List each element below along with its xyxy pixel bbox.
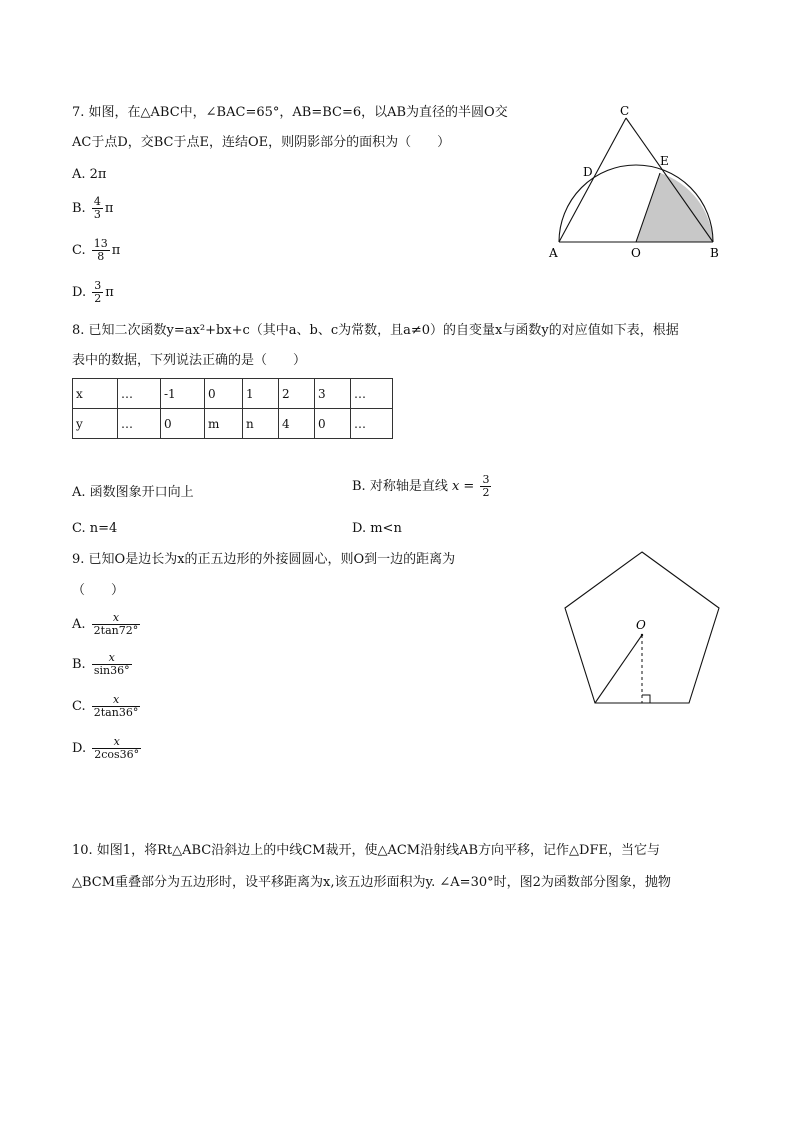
table-cell: 4 (279, 409, 315, 439)
q9-option-a-fraction: $\frac{x}{2\tan 72^\circ}$ (93, 611, 139, 637)
table-cell: … (118, 379, 161, 409)
q8-option-b: B. 对称轴是直线 x = $\frac{3}{2}$ (352, 473, 490, 499)
table-cell: … (351, 409, 393, 439)
segment-o-vertex (595, 635, 642, 703)
q8-option-d: D. m<n (352, 521, 402, 536)
table-row (73, 409, 393, 439)
q9-option-d-fraction: $\frac{x}{2\cos 36^\circ}$ (94, 735, 140, 761)
q9-pentagon-figure (556, 545, 726, 713)
table-cell: 2 (279, 379, 315, 409)
q9-option-b: B. $\frac{x}{\sin 36^\circ}$ (72, 651, 130, 677)
q9-stem-line2: （ ） (72, 583, 125, 598)
q7-option-c-fraction: $\frac{13}{8}$ (93, 237, 108, 263)
table-cell: -1 (161, 379, 205, 409)
right-angle-mark (642, 695, 650, 703)
table-cell: 0 (315, 409, 351, 439)
table-row (73, 379, 393, 409)
q7-option-c: C. $\frac{13}{8}$ π (72, 237, 121, 263)
q9-option-c: C. $\frac{x}{2\tan 36^\circ}$ (72, 693, 139, 719)
q7-stem-line2: AC于点D，交BC于点E，连结OE，则阴影部分的面积为（ ） (72, 135, 451, 150)
q8-option-a: A. 函数图象开口向上 (72, 485, 194, 500)
table-cell: 1 (243, 379, 279, 409)
q8-option-c: C. n=4 (72, 521, 118, 536)
center-point (641, 634, 643, 636)
label-e: E (660, 154, 669, 168)
side-ac (559, 118, 626, 242)
table-cell: 0 (205, 379, 243, 409)
table-cell: 3 (315, 379, 351, 409)
label-d: D (583, 165, 593, 179)
q7-semicircle-figure (540, 98, 730, 266)
label-a: A (549, 246, 558, 260)
q8-option-b-fraction: $\frac{3}{2}$ (482, 473, 490, 499)
q10-stem-line1: 10. 如图1，将Rt△ABC沿斜边上的中线CM裁开，使△ACM沿射线AB方向平移，记作△DFE，当它与 (72, 843, 660, 858)
table-cell: y (73, 409, 118, 439)
q7-stem-line1: 7. 如图，在△ABC中，∠BAC=65°，AB=BC=6，以AB为直径的半圆O交 (72, 105, 508, 120)
table-cell: n (243, 409, 279, 439)
q9-option-c-fraction: $\frac{x}{2\tan 36^\circ}$ (93, 693, 139, 719)
q10-stem-line2: △BCM重叠部分为五边形时，设平移距离为x,该五边形面积为y. ∠A=30°时，图2为函数部分图象，抛物 (72, 875, 671, 890)
q8-value-table (72, 378, 393, 439)
q8-stem-line1: 8. 已知二次函数y=ax²+bx+c（其中a、b、c为常数，且a≠0）的自变量x与函数y的对应值如下表，根据 (72, 323, 679, 338)
table-cell: 0 (161, 409, 205, 439)
q7-option-b: B. $\frac{4}{3}$ π (72, 195, 114, 221)
q9-option-b-fraction: $\frac{x}{\sin 36^\circ}$ (93, 651, 130, 677)
table-cell: m (205, 409, 243, 439)
q7-option-a: A. 2π (72, 167, 107, 182)
label-o: O (631, 246, 641, 260)
q9-option-d: D. $\frac{x}{2\cos 36^\circ}$ (72, 735, 140, 761)
table-cell: … (351, 379, 393, 409)
q9-stem-line1: 9. 已知O是边长为x的正五边形的外接圆圆心，则O到一边的距离为 (72, 552, 456, 567)
q7-option-d-fraction: $\frac{3}{2}$ (94, 279, 102, 305)
table-cell: x (73, 379, 118, 409)
q7-option-b-fraction: $\frac{4}{3}$ (93, 195, 101, 221)
table-cell: … (118, 409, 161, 439)
q7-option-d: D. $\frac{3}{2}$ π (72, 279, 114, 305)
label-o: O (636, 618, 646, 632)
q8-stem-line2: 表中的数据，下列说法正确的是（ ） (72, 353, 307, 368)
label-b: B (710, 246, 719, 260)
q9-option-a: A. $\frac{x}{2\tan 72^\circ}$ (72, 611, 139, 637)
label-c: C (620, 104, 630, 118)
